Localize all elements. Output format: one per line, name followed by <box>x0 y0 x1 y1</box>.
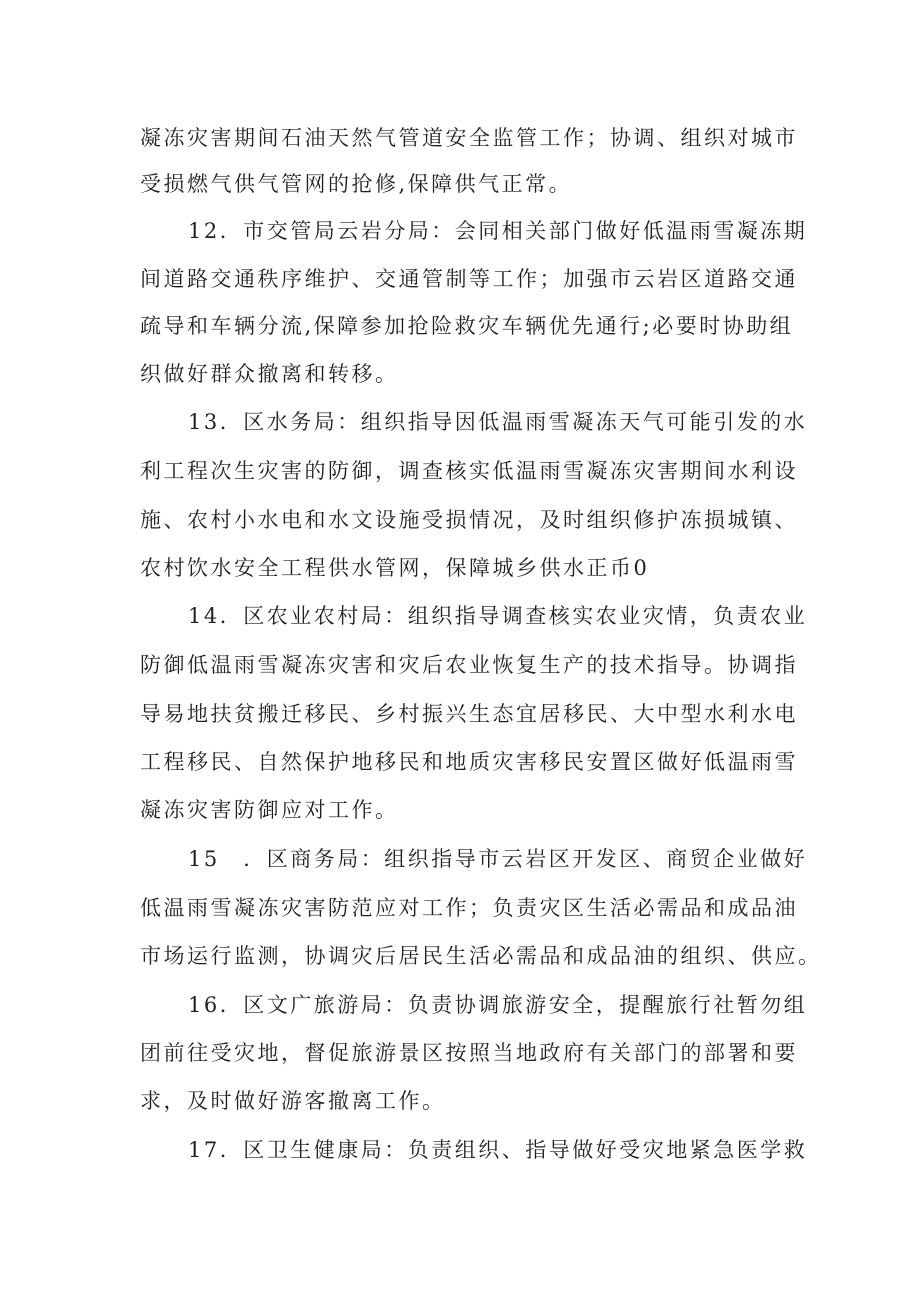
paragraph-item-17: 17．区卫生健康局：负责组织、指导做好受灾地紧急医学救 <box>188 1138 808 1162</box>
text-line: 低温雨雪凝冻灾害防范应对工作；负责灾区生活必需品和成品油 <box>140 896 798 920</box>
text-line: 凝冻灾害期间石油天然气管道安全监管工作；协调、组织对城市 <box>140 126 798 150</box>
text-line: 施、农村小水电和水文设施受损情况，及时组织修护冻损城镇、 <box>140 508 798 532</box>
paragraph-item-15: 15 ．区商务局：组织指导市云岩区开发区、商贸企业做好 <box>188 847 808 871</box>
text-line: 防御低温雨雪凝冻灾害和灾后农业恢复生产的技术指导。协调指 <box>140 653 798 677</box>
paragraph-item-14: 14．区农业农村局：组织指导调查核实农业灾情，负责农业 <box>188 604 808 628</box>
text-line: 导易地扶贫搬迁移民、乡村振兴生态宜居移民、大中型水利水电 <box>140 702 798 726</box>
paragraph-item-16: 16．区文广旅游局：负责协调旅游安全，提醒旅行社暂勿组 <box>188 993 808 1017</box>
text-line: 受损燃气供气管网的抢修,保障供气正常。 <box>140 172 573 196</box>
text-line: 凝冻灾害防御应对工作。 <box>140 798 399 822</box>
text-line: 农村饮水安全工程供水管网，保障城乡供水正币0 <box>140 556 650 580</box>
text-line: 间道路交通秩序维护、交通管制等工作；加强市云岩区道路交通 <box>140 267 798 291</box>
text-line: 织做好群众撤离和转移。 <box>140 362 399 386</box>
text-line: 工程移民、自然保护地移民和地质灾害移民安置区做好低温雨雪 <box>140 750 798 774</box>
text-line: 利工程次生灾害的防御，调查核实低温雨雪凝冻灾害期间水利设 <box>140 459 798 483</box>
paragraph-item-13: 13．区水务局：组织指导因低温雨雪凝冻天气可能引发的水 <box>188 410 808 434</box>
paragraph-item-12: 12．市交管局云岩分局：会同相关部门做好低温雨雪凝冻期 <box>188 219 808 243</box>
text-line: 疏导和车辆分流,保障参加抢险救灾车辆优先通行;必要时协助组 <box>140 314 794 338</box>
text-line: 求，及时做好游客撤离工作。 <box>140 1089 446 1113</box>
text-line: 团前往受灾地，督促旅游景区按照当地政府有关部门的部署和要 <box>140 1041 798 1065</box>
text-line: 市场运行监测，协调灾后居民生活必需品和成品油的组织、供应。 <box>140 944 822 968</box>
